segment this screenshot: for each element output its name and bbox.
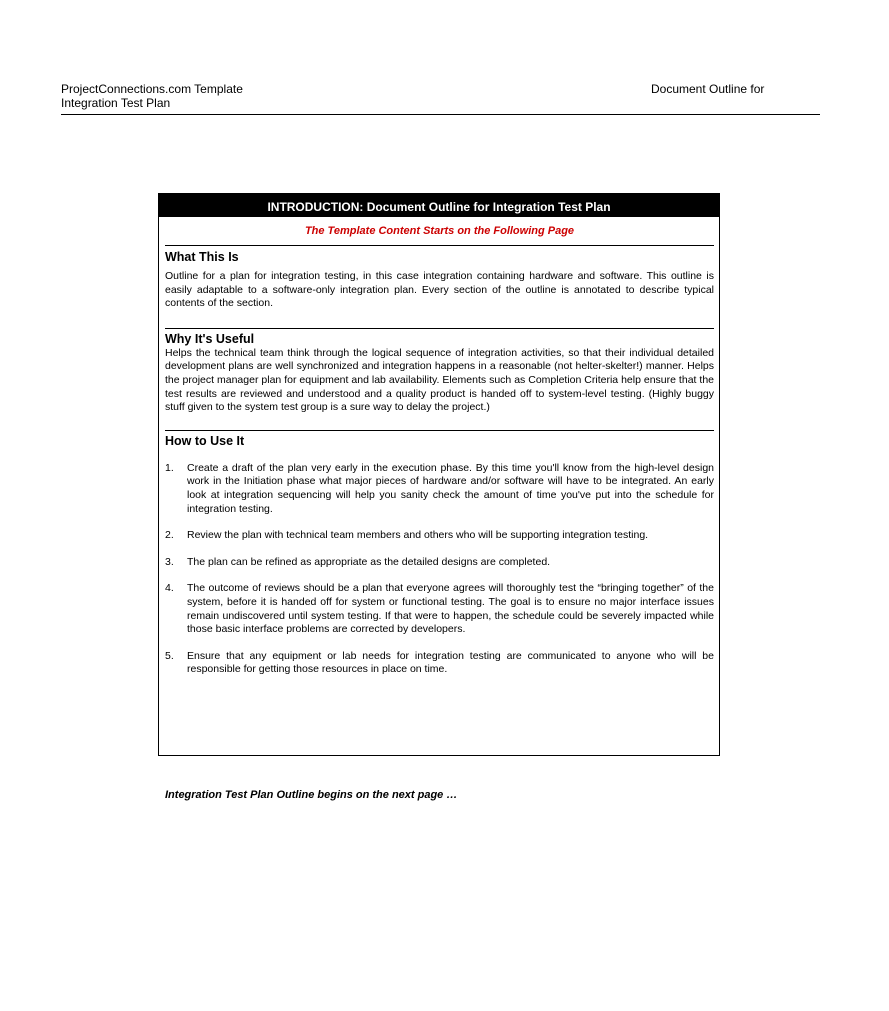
introduction-content	[159, 224, 719, 677]
header-template-name: ProjectConnections.com Template	[61, 82, 243, 96]
list-item	[165, 650, 714, 677]
list-item-number: 3.	[165, 555, 174, 568]
section-divider	[165, 328, 714, 329]
section-heading-what: What This Is	[165, 250, 239, 264]
introduction-subtitle: The Template Content Starts on the Following Page	[304, 225, 575, 237]
introduction-title: INTRODUCTION: Document Outline for Integration Test Plan	[159, 194, 719, 217]
list-item-text: Review the plan with technical team members and others who will be supporting integration testing.	[187, 529, 649, 542]
list-item-text: The outcome of reviews should be a plan that everyone agrees will thoroughly test the “bringing together” of the system, before it is handed off for system or functional testing. The goal is to ensure no major interface issues remain undiscovered until system testing. If that were to happen, the schedule could be severely impacted while those basic interface problems are corrected by developers.	[187, 582, 714, 636]
list-item	[165, 582, 714, 636]
list-item-number: 1.	[165, 461, 174, 474]
section-divider	[165, 430, 714, 431]
list-item-number: 4.	[165, 582, 174, 595]
section-body-why: Helps the technical team think through the logical sequence of integration activities, so that their individual detailed development plans are well synchronized and integration happens in a reasonable (not helter-skelter!) manner. Helps the project manager plan for equipment and lab availability. Elements such as Completion Criteria help ensure that the test results are reviewed and understood and a quality product is handed off to system-level testing. (Highly buggy stuff given to the system test group is a sure way to delay the project.)	[165, 346, 714, 414]
footer-note: Integration Test Plan Outline begins on the next page …	[165, 789, 458, 801]
header-right: Document Outline for	[651, 82, 765, 96]
header-document-name: Integration Test Plan	[61, 96, 171, 110]
section-divider	[165, 245, 714, 246]
list-item	[165, 556, 714, 570]
section-body-what: Outline for a plan for integration testing, in this case integration containing hardware and software. This outline is easily adaptable to a software-only integration plan. Every section of the outline is annotated to describe typical contents of the section.	[165, 270, 714, 310]
list-item	[165, 462, 714, 516]
list-item-text: Ensure that any equipment or lab needs for integration testing are communicated to anyone who will be responsible for getting those resources in place on time.	[187, 649, 714, 676]
list-item-number: 5.	[165, 649, 174, 662]
section-heading-why: Why It's Useful	[165, 331, 255, 346]
page-header	[61, 82, 820, 115]
list-item	[165, 529, 714, 543]
list-item-number: 2.	[165, 529, 174, 542]
section-heading-how: How to Use It	[165, 433, 245, 448]
introduction-box	[158, 193, 720, 756]
list-item-text: Create a draft of the plan very early in the execution phase. By this time you'll know from the high-level design work in the Initiation phase what major pieces of hardware and/or software will have to be integrated. An early look at integration sequencing will help you sanity check the amount of time you've put into the schedule for integration testing.	[187, 461, 714, 515]
how-to-use-list	[165, 462, 714, 677]
header-left	[61, 82, 243, 110]
list-item-text: The plan can be refined as appropriate as the detailed designs are completed.	[187, 555, 551, 568]
